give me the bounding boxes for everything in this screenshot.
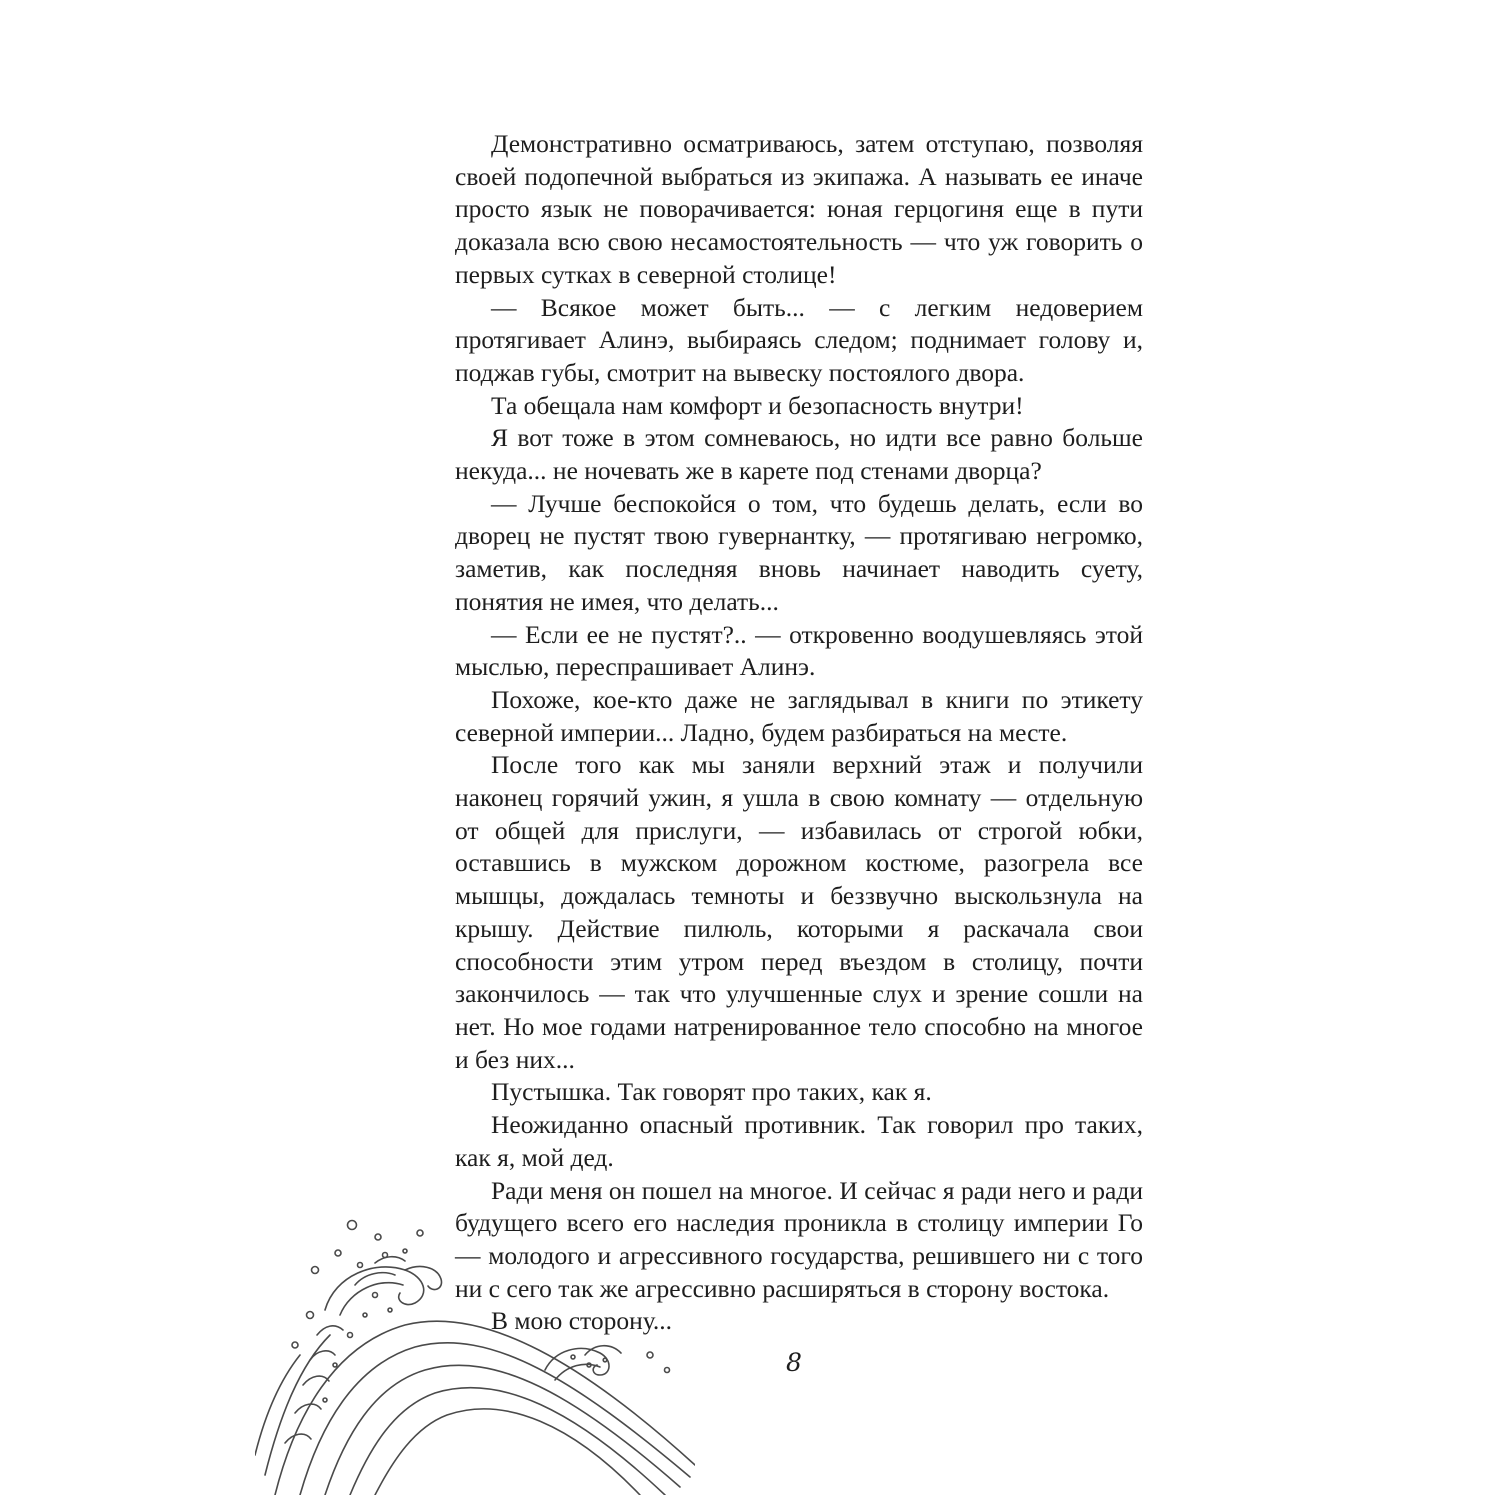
paragraph: Я вот тоже в этом сомневаюсь, но идти все равно больше некуда... не ночевать же в карете под стенами дворца?: [455, 423, 1143, 486]
paragraph: В мою сторону...: [491, 1306, 673, 1336]
paragraph: — Лучше беспокойся о том, что будешь делать, если во дворец не пустят твою гувернантку, — протягиваю негромко, заметив, как последняя вновь начинает наводить суету, понятия не имея, что делать...: [455, 488, 1143, 616]
wave-illustration-icon: [255, 1215, 695, 1495]
paragraph: Та обещала нам комфорт и безопасность внутри!: [491, 390, 1024, 420]
paragraph: Ради меня он пошел на многое. И сейчас я ради него и ради будущего всего его наследия проникла в столицу империи Го — молодого и агрессивного государства, решившего ни с того ни с сего так же агрессивно расширяться в сторону востока.: [455, 1175, 1143, 1303]
page-number: 8: [786, 1348, 802, 1377]
paragraph: Пустышка. Так говорят про таких, как я.: [491, 1077, 932, 1107]
paragraph: — Всякое может быть... — с легким недоверием протягивает Алинэ, выбираясь следом; поднимает голову и, поджав губы, смотрит на вывеску постоялого двора.: [455, 292, 1143, 387]
paragraph: Неожиданно опасный противник. Так говорил про таких, как я, мой дед.: [455, 1110, 1143, 1172]
paragraph: После того как мы заняли верхний этаж и получили наконец горячий ужин, я ушла в свою комнату — отдельную от общей для прислуги, — избавилась от строгой юбки, оставшись в мужском дорожном костюме, разогрела все мышцы, дождалась темноты и беззвучно выскользнула на крышу. Действие пилюль, которыми я раскачала свои способности этим утром перед въездом в столицу, почти закончилось — так что улучшенные слух и зрение сошли на нет. Но мое годами натренированное тело способно на многое и без них...: [455, 750, 1143, 1074]
paragraph: Демонстративно осматриваюсь, затем отступаю, позволяя своей подопечной выбраться из экипажа. А называть ее иначе просто язык не поворачивается: юная герцогиня еще в пути доказала всю свою несамостоятельность — что уж говорить о первых сутках в северной столице!: [455, 129, 1143, 289]
paragraph: Похоже, кое-кто даже не заглядывал в книги по этикету северной империи... Ладно, будем разбираться на месте.: [455, 684, 1143, 747]
page-body-text: [455, 128, 1143, 1338]
paragraph: — Если ее не пустят?.. — откровенно воодушевляясь этой мыслью, переспрашивает Алинэ.: [455, 619, 1143, 682]
